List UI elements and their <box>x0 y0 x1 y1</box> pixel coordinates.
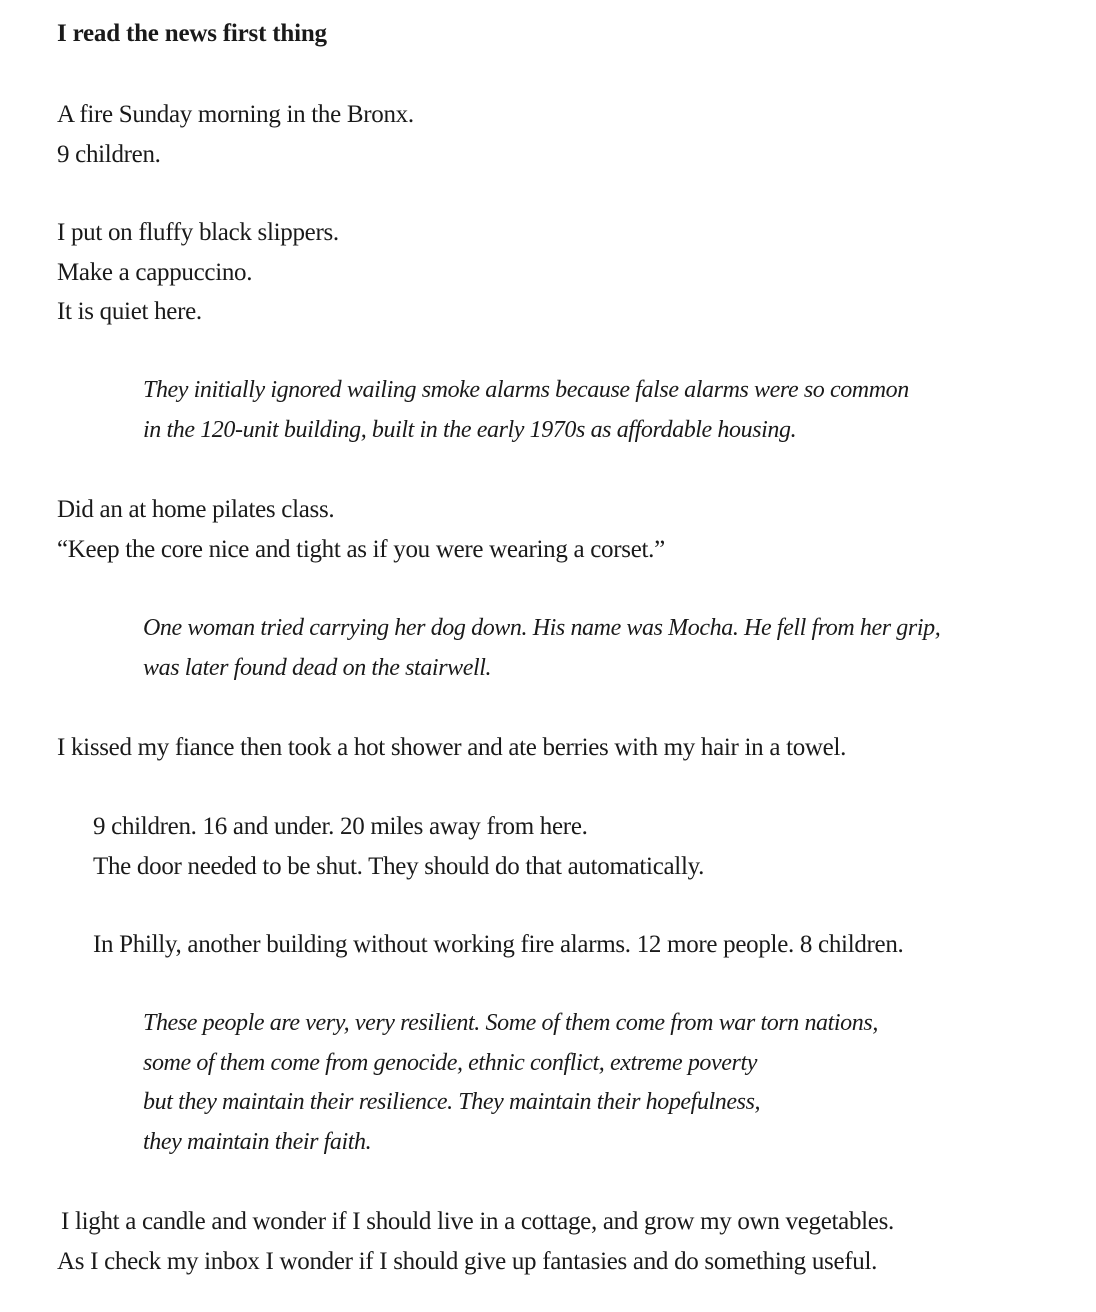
quote-line: They initially ignored wailing smoke alarms because false alarms were so common <box>143 377 909 403</box>
quote-line: These people are very, very resilient. Some of them come from war torn nations, <box>143 1010 878 1036</box>
poem-line: I put on fluffy black slippers. <box>57 219 339 246</box>
poem-line: As I check my inbox I wonder if I should give up fantasies and do something useful. <box>57 1248 878 1275</box>
quote-line: was later found dead on the stairwell. <box>143 654 492 681</box>
poem-line: Did an at home pilates class. <box>57 496 335 523</box>
poem-line: 9 children. 16 and under. 20 miles away from here. <box>93 813 588 840</box>
stanza <box>57 95 414 174</box>
quote-line: One woman tried carrying her dog down. His name was Mocha. He fell from her grip, <box>143 615 941 641</box>
poem-title: I read the news first thing <box>57 20 327 47</box>
italic-quote <box>143 609 940 688</box>
poem-line: It is quiet here. <box>57 298 202 325</box>
indented-stanza <box>93 925 904 965</box>
quote-line: in the 120-unit building, built in the early 1970s as affordable housing. <box>143 416 797 443</box>
indented-stanza <box>93 807 704 886</box>
stanza <box>57 213 339 332</box>
stanza <box>57 1242 877 1282</box>
quote-line: they maintain their faith. <box>143 1128 372 1155</box>
poem-line: The door needed to be shut. They should do that automatically. <box>93 852 705 880</box>
poem-line: A fire Sunday morning in the Bronx. <box>57 101 414 128</box>
stanza <box>57 728 846 768</box>
italic-quote <box>143 1004 878 1162</box>
poem-line: I kissed my fiance then took a hot shower and ate berries with my hair in a towel. <box>57 734 847 761</box>
poem-line: Make a cappuccino. <box>57 258 253 286</box>
stanza <box>61 1202 894 1242</box>
quote-line: some of them come from genocide, ethnic conflict, extreme poverty <box>143 1049 757 1076</box>
stanza <box>57 490 665 569</box>
quote-line: but they maintain their resilience. They maintain their hopefulness, <box>143 1089 761 1115</box>
poem-line: In Philly, another building without working fire alarms. 12 more people. 8 children. <box>93 931 904 958</box>
italic-quote <box>143 371 909 450</box>
poem-line: 9 children. <box>57 140 161 168</box>
poem-line: I light a candle and wonder if I should live in a cottage, and grow my own vegetables. <box>61 1208 894 1235</box>
poem-line: “Keep the core nice and tight as if you were wearing a corset.” <box>57 535 665 563</box>
